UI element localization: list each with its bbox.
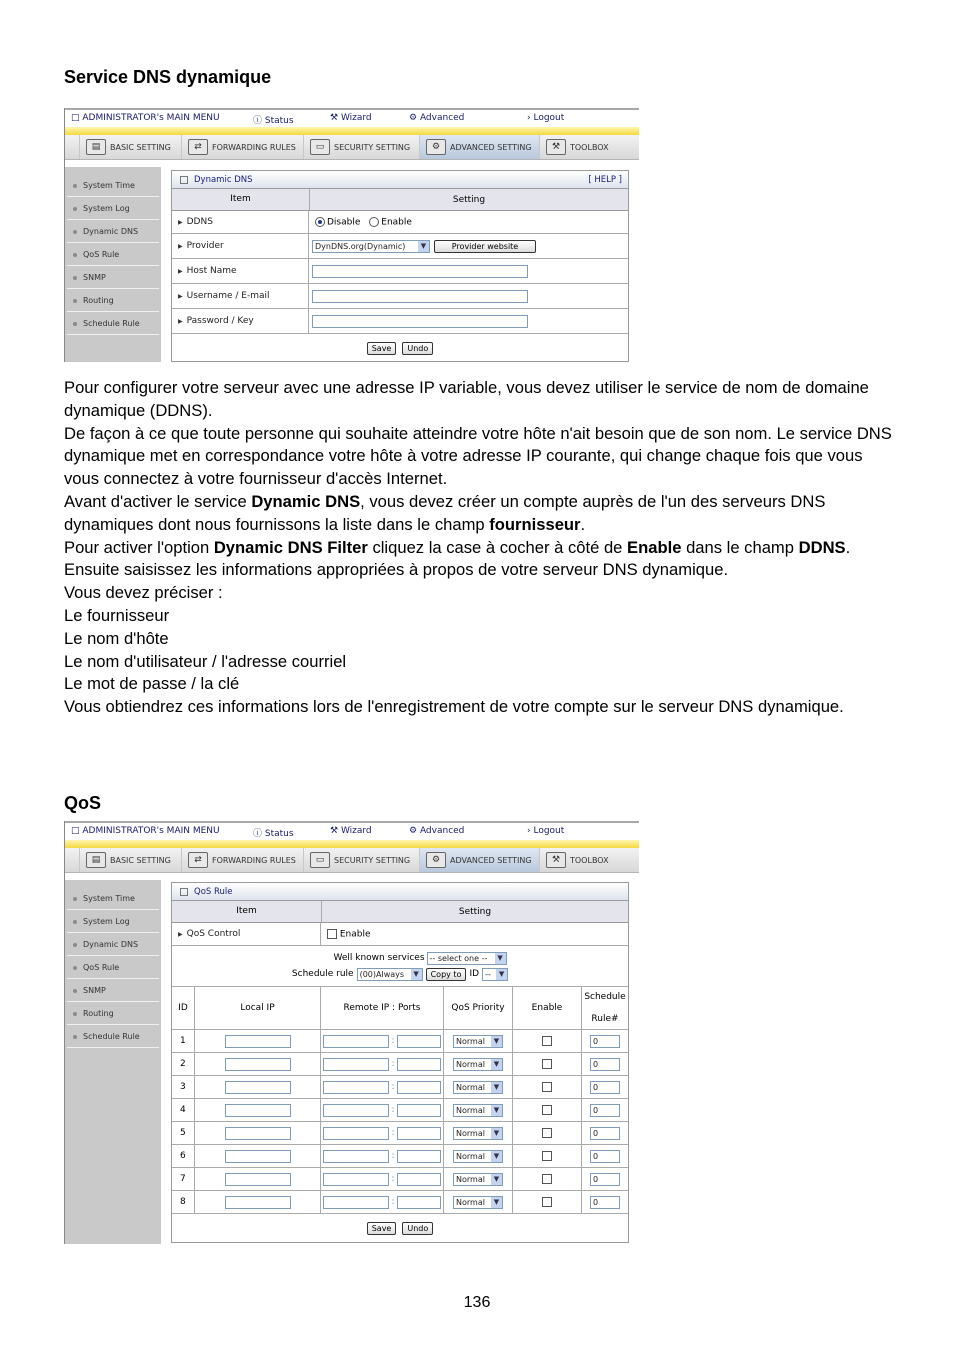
section-heading-ddns: Service DNS dynamique [64,67,272,87]
qos-priority-select[interactable]: Normal ▼ [453,1035,503,1048]
qos-screenshot [64,821,639,1244]
chevron-down-icon: ▼ [491,1059,502,1070]
sidebar-item-dynamic-dns[interactable]: Dynamic DNS [67,221,159,243]
enable-checkbox[interactable] [542,1059,552,1069]
top-menu [65,108,639,127]
ddns-panel [171,170,629,362]
status-link[interactable]: ⓘ Status [253,116,294,126]
remote-ip-input[interactable] [323,1173,389,1186]
schedule-rule-input[interactable]: 0 [590,1035,620,1048]
advanced-icon: ⚙ [426,139,446,155]
row-id: 2 [180,1059,186,1069]
enable-checkbox[interactable] [542,1197,552,1207]
qos-control-checkbox[interactable] [327,929,337,939]
advanced-icon: ⚙ [426,852,446,868]
page-number: 136 [463,1294,491,1311]
qos-priority-select[interactable]: Normal ▼ [453,1127,503,1140]
copy-to-button[interactable]: Copy to [426,968,467,981]
toolbox-icon: ⚒ [546,852,566,868]
remote-port-input[interactable] [397,1035,441,1048]
yellow-band [65,840,639,848]
paragraph: Ensuite saisissez les informations appropriées à propos de votre serveur DNS dynamique. [64,560,729,580]
chevron-down-icon: ▼ [411,969,422,980]
table-row: 2 : Normal ▼ 0 [172,1053,628,1076]
row-id: 3 [180,1082,186,1092]
toolbox-icon: ⚒ [546,139,566,155]
row-id: 4 [180,1105,186,1115]
qos-priority-select[interactable]: Normal ▼ [453,1173,503,1186]
provider-website-button[interactable]: Provider website [434,240,536,253]
host-name-input[interactable] [312,265,528,278]
tab-forwarding-rules[interactable]: ⇄ FORWARDING RULES [181,848,303,872]
qos-control-row: ▶ QoS Control Enable [172,923,628,946]
forwarding-icon: ⇄ [188,852,208,868]
section-heading-qos: QoS [64,793,102,813]
row-id: 1 [180,1036,186,1046]
tab-toolbox[interactable]: ⚒ TOOLBOX [539,135,619,159]
local-ip-input[interactable] [225,1127,291,1140]
tab-security-setting[interactable]: ▭ SECURITY SETTING [303,848,419,872]
username-row: ▶ Username / E-mail [172,284,628,309]
qos-table-header: ID Local IP Remote IP : Ports QoS Priority Enable Schedule Rule# [172,987,628,1030]
schedule-rule-input[interactable]: 0 [590,1173,620,1186]
qos-priority-select[interactable]: Normal ▼ [453,1104,503,1117]
chevron-down-icon: ▼ [491,1105,502,1116]
security-icon: ▭ [310,852,330,868]
provider-row: ▶ Provider DynDNS.org(Dynamic) ▼ Provider website [172,234,628,259]
host-row: ▶ Host Name [172,259,628,284]
remote-port-input[interactable] [397,1196,441,1209]
undo-button[interactable]: Undo [402,342,433,355]
help-link[interactable]: [ HELP ] [588,174,622,185]
list-item: Le nom d'utilisateur / l'adresse courriel [64,651,347,671]
schedule-rule-input[interactable]: 0 [590,1150,620,1163]
table-row: 8 : Normal ▼ 0 [172,1191,628,1214]
basic-setting-icon: ▤ [86,852,106,868]
sidebar-item-routing[interactable]: Routing [67,290,159,312]
table-row: 1 : Normal ▼ 0 [172,1030,628,1053]
tab-bar [65,135,639,160]
sidebar [65,880,161,1244]
remote-port-input[interactable] [397,1127,441,1140]
security-icon: ▭ [310,139,330,155]
undo-button[interactable]: Undo [402,1222,433,1235]
chevron-down-icon: ▼ [491,1151,502,1162]
sidebar-item-qos-rule[interactable]: QoS Rule [67,244,159,266]
sidebar-item-schedule-rule[interactable]: Schedule Rule [67,313,159,335]
save-button[interactable]: Save [367,342,397,355]
local-ip-input[interactable] [225,1104,291,1117]
advanced-link[interactable]: ⚙ Advanced [409,826,465,836]
list-item: Le mot de passe / la clé [64,674,240,694]
remote-port-input[interactable] [397,1081,441,1094]
schedule-rule-input[interactable]: 0 [590,1127,620,1140]
tab-advanced-setting[interactable]: ⚙ ADVANCED SETTING [419,135,539,159]
local-ip-input[interactable] [225,1035,291,1048]
id-select[interactable]: -- ▼ [482,968,508,981]
yellow-band [65,127,639,135]
body-text [64,377,894,719]
save-button[interactable]: Save [367,1222,397,1235]
services-row: Well known services -- select one -- ▼ Schedule rule (00)Always ▼ Copy to ID -- ▼ [172,946,628,987]
main-menu-link[interactable]: □ ADMINISTRATOR's MAIN MENU [71,826,220,836]
top-menu [65,821,639,840]
sidebar [65,167,161,362]
chevron-down-icon: ▼ [491,1036,502,1047]
form-actions [172,334,628,362]
local-ip-input[interactable] [225,1173,291,1186]
panel-title: Dynamic DNS [ HELP ] [172,171,628,189]
remote-ip-input[interactable] [323,1035,389,1048]
list-item: Le nom d'hôte [64,628,169,648]
sidebar-item-routing[interactable]: Routing [67,1003,159,1025]
paragraph: Pour activer l'option Dynamic DNS Filter cliquez la case à cocher à côté de Enable dans le champ DDNS. [64,537,851,557]
form-actions [172,1214,628,1242]
username-input[interactable] [312,290,528,303]
sidebar-item-qos-rule[interactable]: QoS Rule [67,957,159,979]
table-header: Item Setting [172,189,628,211]
remote-port-input[interactable] [397,1173,441,1186]
paragraph: Pour configurer votre serveur avec une adresse IP variable, vous devez utiliser le service de nom de domaine dynamique (DDNS). [64,378,869,420]
enable-checkbox[interactable] [542,1105,552,1115]
enable-checkbox[interactable] [542,1128,552,1138]
paragraph: Vous devez préciser : [64,583,223,603]
chevron-down-icon: ▼ [491,1197,502,1208]
forwarding-icon: ⇄ [188,139,208,155]
chevron-down-icon: ▼ [496,969,507,980]
tab-advanced-setting[interactable]: ⚙ ADVANCED SETTING [419,848,539,872]
table-row: 7 : Normal ▼ 0 [172,1168,628,1191]
enable-checkbox[interactable] [542,1036,552,1046]
provider-select[interactable]: DynDNS.org(Dynamic) ▼ [312,240,430,253]
chevron-down-icon: ▼ [491,1128,502,1139]
panel-title: QoS Rule [172,883,628,901]
remote-port-input[interactable] [397,1150,441,1163]
paragraph: Vous obtiendrez ces informations lors de l'enregistrement de votre compte sur le serveur DNS dynamique. [64,697,844,717]
row-id: 6 [180,1151,186,1161]
remote-port-input[interactable] [397,1058,441,1071]
paragraph: Avant d'activer le service Dynamic DNS, vous devez créer un compte auprès de l'un des serveurs DNS dynamiques dont nous fournissons la liste dans le champ fournisseur. [64,491,826,534]
remote-ip-input[interactable] [323,1081,389,1094]
tab-bar [65,848,639,873]
chevron-down-icon: ▼ [491,1174,502,1185]
wizard-link[interactable]: ⚒ Wizard [330,826,372,836]
schedule-rule-input[interactable]: 0 [590,1104,620,1117]
enable-checkbox[interactable] [542,1174,552,1184]
schedule-rule-input[interactable]: 0 [590,1081,620,1094]
local-ip-input[interactable] [225,1196,291,1209]
password-row: ▶ Password / Key [172,309,628,334]
schedule-rule-select[interactable]: (00)Always ▼ [357,968,423,981]
table-row: 6 : Normal ▼ 0 [172,1145,628,1168]
tab-basic-setting[interactable]: ▤ BASIC SETTING [79,848,181,872]
sidebar-item-schedule-rule[interactable]: Schedule Rule [67,1026,159,1048]
sidebar-item-dynamic-dns[interactable]: Dynamic DNS [67,934,159,956]
sidebar-item-system-time[interactable]: System Time [67,175,159,197]
wizard-link[interactable]: ⚒ Wizard [330,113,372,123]
local-ip-input[interactable] [225,1081,291,1094]
tab-basic-setting[interactable]: ▤ BASIC SETTING [79,135,181,159]
ddns-disable-radio[interactable] [315,217,325,227]
tab-toolbox[interactable]: ⚒ TOOLBOX [539,848,619,872]
qos-priority-select[interactable]: Normal ▼ [453,1196,503,1209]
sidebar-item-snmp[interactable]: SNMP [67,980,159,1002]
table-row: 5 : Normal ▼ 0 [172,1122,628,1145]
sidebar-item-system-log[interactable]: System Log [67,911,159,933]
table-row: 3 : Normal ▼ 0 [172,1076,628,1099]
paragraph: De façon à ce que toute personne qui souhaite atteindre votre hôte n'ait besoin que de son nom. Le service DNS dynamique met en correspondance votre hôte à votre adresse IP courante, qui change chaque fois que vous vous connectez à votre fournisseur d'accès Internet. [64,423,892,489]
enable-checkbox[interactable] [542,1082,552,1092]
local-ip-input[interactable] [225,1150,291,1163]
status-link[interactable]: ⓘ Status [253,829,294,839]
main-menu-link[interactable]: □ ADMINISTRATOR's MAIN MENU [71,113,220,123]
qos-panel [171,882,629,1243]
row-id: 7 [180,1174,186,1184]
qos-priority-select[interactable]: Normal ▼ [453,1150,503,1163]
qos-priority-select[interactable]: Normal ▼ [453,1058,503,1071]
remote-ip-input[interactable] [323,1127,389,1140]
advanced-link[interactable]: ⚙ Advanced [409,113,465,123]
chevron-down-icon: ▼ [495,953,506,964]
sidebar-item-system-log[interactable]: System Log [67,198,159,220]
qos-rows [172,1030,628,1214]
tab-security-setting[interactable]: ▭ SECURITY SETTING [303,135,419,159]
row-id: 8 [180,1197,186,1207]
sidebar-item-system-time[interactable]: System Time [67,888,159,910]
well-known-services-select[interactable]: -- select one -- ▼ [427,952,507,965]
list-item: Le fournisseur [64,605,170,625]
tab-forwarding-rules[interactable]: ⇄ FORWARDING RULES [181,135,303,159]
sidebar-item-snmp[interactable]: SNMP [67,267,159,289]
remote-ip-input[interactable] [323,1196,389,1209]
basic-setting-icon: ▤ [86,139,106,155]
remote-port-input[interactable] [397,1104,441,1117]
qos-priority-select[interactable]: Normal ▼ [453,1081,503,1094]
table-row: 4 : Normal ▼ 0 [172,1099,628,1122]
logout-link[interactable]: › Logout [527,826,565,836]
local-ip-input[interactable] [225,1058,291,1071]
chevron-down-icon: ▼ [491,1082,502,1093]
table-header: Item Setting [172,901,628,923]
enable-checkbox[interactable] [542,1151,552,1161]
remote-ip-input[interactable] [323,1058,389,1071]
password-input[interactable] [312,315,528,328]
ddns-screenshot [64,108,639,362]
remote-ip-input[interactable] [323,1104,389,1117]
ddns-enable-radio[interactable] [369,217,379,227]
ddns-row: ▶ DDNS Disable Enable [172,211,628,234]
logout-link[interactable]: › Logout [527,113,565,123]
row-id: 5 [180,1128,186,1138]
chevron-down-icon: ▼ [418,241,429,252]
schedule-rule-input[interactable]: 0 [590,1196,620,1209]
remote-ip-input[interactable] [323,1150,389,1163]
schedule-rule-input[interactable]: 0 [590,1058,620,1071]
